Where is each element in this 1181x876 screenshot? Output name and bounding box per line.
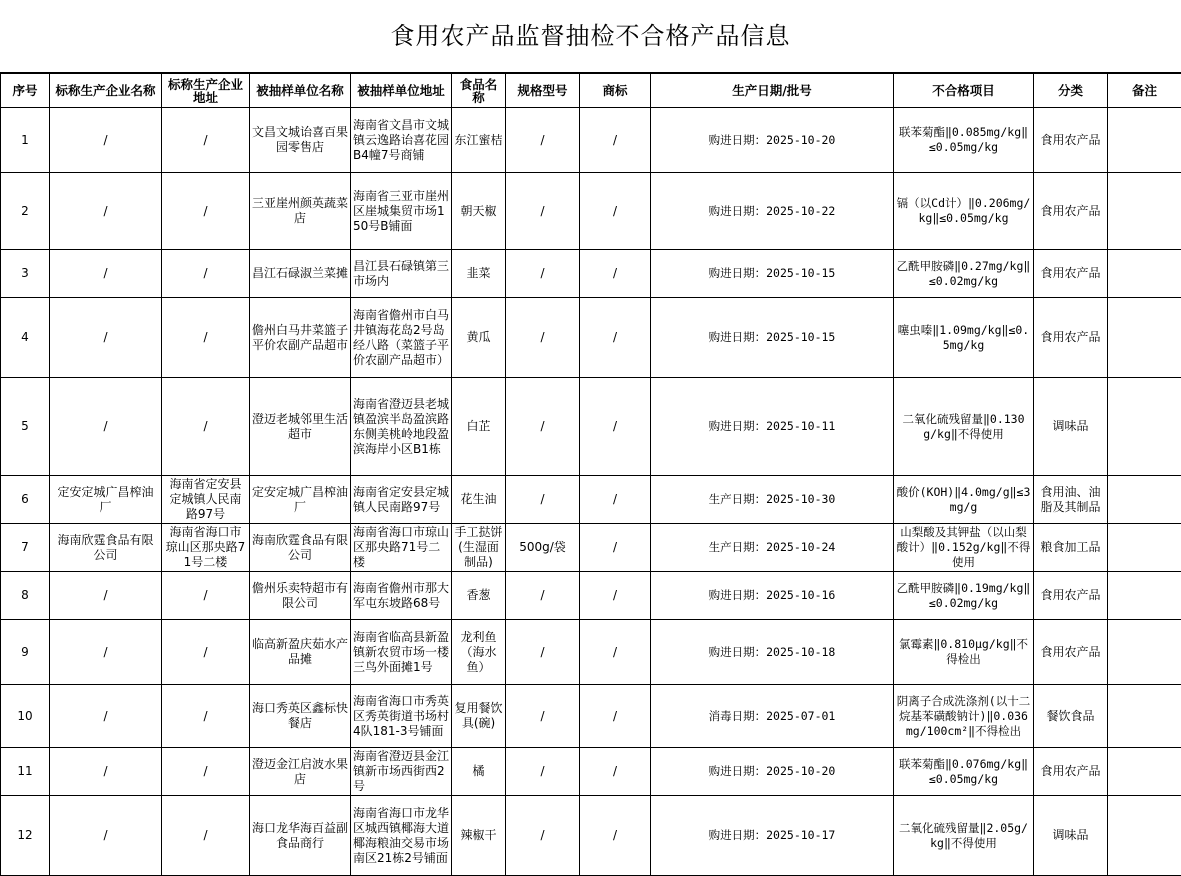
- cell-spec: 500g/袋: [506, 524, 580, 572]
- cell-failed-item: 二氧化硫残留量‖2.05g/kg‖不得使用: [894, 796, 1034, 876]
- page-title: 食用农产品监督抽检不合格产品信息: [0, 0, 1181, 73]
- cell-brand: /: [580, 378, 651, 476]
- cell-food-name: 黄瓜: [452, 298, 506, 378]
- table-row: [1, 796, 1181, 876]
- cell-date-batch: 购进日期：2025-10-20: [651, 108, 894, 173]
- cell-failed-item: 乙酰甲胺磷‖0.27mg/kg‖≤0.02mg/kg: [894, 250, 1034, 298]
- table-row: [1, 748, 1181, 796]
- cell-remark: [1108, 796, 1181, 876]
- table-row: [1, 250, 1181, 298]
- cell-remark: [1108, 173, 1181, 250]
- cell-remark: [1108, 620, 1181, 685]
- cell-date-batch: 生产日期：2025-10-30: [651, 476, 894, 524]
- cell-food-name: 龙利鱼（海水鱼）: [452, 620, 506, 685]
- cell-failed-item: 氯霉素‖0.810μg/kg‖不得检出: [894, 620, 1034, 685]
- table-row: [1, 378, 1181, 476]
- cell-food-name: 香葱: [452, 572, 506, 620]
- cell-failed-item: 山梨酸及其钾盐（以山梨酸计）‖0.152g/kg‖不得使用: [894, 524, 1034, 572]
- cell-failed-item: 镉（以Cd计）‖0.206mg/kg‖≤0.05mg/kg: [894, 173, 1034, 250]
- cell-spec: /: [506, 250, 580, 298]
- cell-manufacturer: /: [50, 572, 162, 620]
- cell-category: 食用农产品: [1034, 108, 1108, 173]
- header-cell-food-name: 食品名称: [452, 74, 506, 108]
- cell-sampled-unit: 儋州白马井菜篮子平价农副产品超市: [250, 298, 351, 378]
- unqualified-products-table: [0, 73, 1181, 876]
- cell-failed-item: 联苯菊酯‖0.076mg/kg‖≤0.05mg/kg: [894, 748, 1034, 796]
- header-cell-category: 分类: [1034, 74, 1108, 108]
- cell-manufacturer-address: /: [162, 298, 250, 378]
- cell-sampled-unit: 儋州乐卖特超市有限公司: [250, 572, 351, 620]
- header-cell-spec: 规格型号: [506, 74, 580, 108]
- header-cell-sampled-unit: 被抽样单位名称: [250, 74, 351, 108]
- cell-manufacturer-address: /: [162, 572, 250, 620]
- cell-category: 食用农产品: [1034, 572, 1108, 620]
- cell-brand: /: [580, 298, 651, 378]
- cell-food-name: 韭菜: [452, 250, 506, 298]
- cell-spec: /: [506, 572, 580, 620]
- cell-date-batch: 购进日期：2025-10-18: [651, 620, 894, 685]
- cell-brand: /: [580, 250, 651, 298]
- cell-manufacturer: /: [50, 378, 162, 476]
- cell-category: 餐饮食品: [1034, 685, 1108, 748]
- cell-sampled-unit-address: 海南省文昌市文城镇云逸路诒喜花园B4幢7号商铺: [351, 108, 452, 173]
- cell-manufacturer-address: /: [162, 108, 250, 173]
- cell-brand: /: [580, 476, 651, 524]
- header-cell-sampled-unit-address: 被抽样单位地址: [351, 74, 452, 108]
- cell-manufacturer-address: /: [162, 250, 250, 298]
- cell-spec: /: [506, 685, 580, 748]
- table-row: [1, 685, 1181, 748]
- cell-sampled-unit: 澄迈老城邻里生活超市: [250, 378, 351, 476]
- cell-no: 12: [1, 796, 50, 876]
- cell-manufacturer: /: [50, 796, 162, 876]
- cell-brand: /: [580, 685, 651, 748]
- cell-sampled-unit: 临高新盈庆茹水产品摊: [250, 620, 351, 685]
- cell-category: 食用油、油脂及其制品: [1034, 476, 1108, 524]
- cell-date-batch: 消毒日期：2025-07-01: [651, 685, 894, 748]
- cell-failed-item: 酸价(KOH)‖4.0mg/g‖≤3mg/g: [894, 476, 1034, 524]
- cell-manufacturer-address: /: [162, 748, 250, 796]
- cell-brand: /: [580, 108, 651, 173]
- cell-manufacturer: /: [50, 748, 162, 796]
- cell-spec: /: [506, 620, 580, 685]
- cell-manufacturer-address: /: [162, 173, 250, 250]
- cell-food-name: 东江蜜桔: [452, 108, 506, 173]
- cell-food-name: 手工挞饼(生湿面制品): [452, 524, 506, 572]
- cell-category: 食用农产品: [1034, 748, 1108, 796]
- cell-date-batch: 购进日期：2025-10-22: [651, 173, 894, 250]
- cell-sampled-unit: 海口秀英区鑫标快餐店: [250, 685, 351, 748]
- cell-food-name: 花生油: [452, 476, 506, 524]
- cell-failed-item: 二氧化硫残留量‖0.130g/kg‖不得使用: [894, 378, 1034, 476]
- header-cell-remark: 备注: [1108, 74, 1181, 108]
- cell-manufacturer-address: 海南省定安县定城镇人民南路97号: [162, 476, 250, 524]
- cell-date-batch: 购进日期：2025-10-15: [651, 298, 894, 378]
- cell-sampled-unit-address: 海南省定安县定城镇人民南路97号: [351, 476, 452, 524]
- cell-no: 2: [1, 173, 50, 250]
- cell-manufacturer-address: /: [162, 685, 250, 748]
- header-cell-date-batch: 生产日期/批号: [651, 74, 894, 108]
- cell-no: 8: [1, 572, 50, 620]
- cell-manufacturer: /: [50, 685, 162, 748]
- cell-category: 粮食加工品: [1034, 524, 1108, 572]
- table-row: [1, 173, 1181, 250]
- cell-category: 食用农产品: [1034, 298, 1108, 378]
- table-row: [1, 620, 1181, 685]
- cell-brand: /: [580, 796, 651, 876]
- cell-spec: /: [506, 796, 580, 876]
- cell-date-batch: 购进日期：2025-10-17: [651, 796, 894, 876]
- cell-brand: /: [580, 748, 651, 796]
- cell-sampled-unit-address: 海南省澄迈县老城镇盈滨半岛盈滨路东侧美桃岭地段盈滨海岸小区B1栋: [351, 378, 452, 476]
- header-cell-manufacturer: 标称生产企业名称: [50, 74, 162, 108]
- cell-sampled-unit-address: 海南省海口市龙华区城西镇椰海大道椰海粮油交易市场南区21栋2号铺面: [351, 796, 452, 876]
- table-row: [1, 108, 1181, 173]
- table-row: [1, 524, 1181, 572]
- cell-remark: [1108, 108, 1181, 173]
- cell-sampled-unit-address: 海南省海口市琼山区那央路71号二楼: [351, 524, 452, 572]
- cell-date-batch: 购进日期：2025-10-11: [651, 378, 894, 476]
- cell-category: 调味品: [1034, 378, 1108, 476]
- cell-spec: /: [506, 476, 580, 524]
- cell-sampled-unit: 三亚崖州颜英蔬菜店: [250, 173, 351, 250]
- cell-remark: [1108, 685, 1181, 748]
- cell-spec: /: [506, 108, 580, 173]
- header-cell-failed-item: 不合格项目: [894, 74, 1034, 108]
- cell-sampled-unit-address: 海南省海口市秀英区秀英街道书场村4队181-3号铺面: [351, 685, 452, 748]
- cell-brand: /: [580, 620, 651, 685]
- cell-sampled-unit: 定安定城广昌榨油厂: [250, 476, 351, 524]
- cell-manufacturer: /: [50, 173, 162, 250]
- cell-sampled-unit-address: 海南省澄迈县金江镇新市场西街西2号: [351, 748, 452, 796]
- cell-remark: [1108, 476, 1181, 524]
- cell-spec: /: [506, 378, 580, 476]
- cell-manufacturer: /: [50, 620, 162, 685]
- cell-no: 11: [1, 748, 50, 796]
- cell-category: 食用农产品: [1034, 173, 1108, 250]
- cell-sampled-unit: 昌江石碌淑兰菜摊: [250, 250, 351, 298]
- cell-failed-item: 阴离子合成洗涤剂(以十二烷基苯磺酸钠计)‖0.036mg/100cm²‖不得检出: [894, 685, 1034, 748]
- cell-manufacturer-address: /: [162, 620, 250, 685]
- cell-food-name: 橘: [452, 748, 506, 796]
- cell-remark: [1108, 250, 1181, 298]
- cell-failed-item: 噻虫嗪‖1.09mg/kg‖≤0.5mg/kg: [894, 298, 1034, 378]
- cell-sampled-unit: 文昌文城诒喜百果园零售店: [250, 108, 351, 173]
- cell-no: 10: [1, 685, 50, 748]
- cell-date-batch: 生产日期：2025-10-24: [651, 524, 894, 572]
- cell-brand: /: [580, 524, 651, 572]
- cell-food-name: 朝天椒: [452, 173, 506, 250]
- cell-manufacturer: 海南欣霆食品有限公司: [50, 524, 162, 572]
- cell-category: 食用农产品: [1034, 250, 1108, 298]
- cell-manufacturer-address: /: [162, 796, 250, 876]
- cell-failed-item: 乙酰甲胺磷‖0.19mg/kg‖≤0.02mg/kg: [894, 572, 1034, 620]
- header-cell-manufacturer-address: 标称生产企业地址: [162, 74, 250, 108]
- cell-no: 9: [1, 620, 50, 685]
- cell-date-batch: 购进日期：2025-10-15: [651, 250, 894, 298]
- cell-manufacturer: /: [50, 108, 162, 173]
- cell-food-name: 辣椒干: [452, 796, 506, 876]
- cell-remark: [1108, 524, 1181, 572]
- cell-date-batch: 购进日期：2025-10-20: [651, 748, 894, 796]
- cell-remark: [1108, 572, 1181, 620]
- cell-category: 食用农产品: [1034, 620, 1108, 685]
- cell-manufacturer: /: [50, 250, 162, 298]
- cell-sampled-unit-address: 海南省儋州市白马井镇海花岛2号岛经八路（菜篮子平价农副产品超市）: [351, 298, 452, 378]
- cell-manufacturer: 定安定城广昌榨油厂: [50, 476, 162, 524]
- table-row: [1, 476, 1181, 524]
- cell-manufacturer-address: 海南省海口市琼山区那央路71号二楼: [162, 524, 250, 572]
- cell-sampled-unit: 海口龙华海百益副食品商行: [250, 796, 351, 876]
- cell-spec: /: [506, 173, 580, 250]
- cell-no: 3: [1, 250, 50, 298]
- header-cell-no: 序号: [1, 74, 50, 108]
- cell-sampled-unit-address: 海南省三亚市崖州区崖城集贸市场150号B铺面: [351, 173, 452, 250]
- cell-food-name: 白芷: [452, 378, 506, 476]
- cell-remark: [1108, 748, 1181, 796]
- cell-food-name: 复用餐饮具(碗): [452, 685, 506, 748]
- cell-manufacturer-address: /: [162, 378, 250, 476]
- cell-no: 6: [1, 476, 50, 524]
- cell-remark: [1108, 378, 1181, 476]
- cell-no: 1: [1, 108, 50, 173]
- cell-no: 4: [1, 298, 50, 378]
- cell-manufacturer: /: [50, 298, 162, 378]
- cell-no: 7: [1, 524, 50, 572]
- header-cell-brand: 商标: [580, 74, 651, 108]
- cell-spec: /: [506, 298, 580, 378]
- cell-sampled-unit-address: 海南省儋州市那大军屯东坡路68号: [351, 572, 452, 620]
- cell-spec: /: [506, 748, 580, 796]
- cell-sampled-unit: 澄迈金江启波水果店: [250, 748, 351, 796]
- cell-date-batch: 购进日期：2025-10-16: [651, 572, 894, 620]
- header-row: [1, 74, 1181, 108]
- cell-sampled-unit-address: 昌江县石碌镇第三市场内: [351, 250, 452, 298]
- cell-brand: /: [580, 572, 651, 620]
- cell-category: 调味品: [1034, 796, 1108, 876]
- cell-failed-item: 联苯菊酯‖0.085mg/kg‖≤0.05mg/kg: [894, 108, 1034, 173]
- table-row: [1, 298, 1181, 378]
- cell-no: 5: [1, 378, 50, 476]
- cell-remark: [1108, 298, 1181, 378]
- cell-brand: /: [580, 173, 651, 250]
- table-row: [1, 572, 1181, 620]
- cell-sampled-unit-address: 海南省临高县新盈镇新农贸市场一楼三鸟外面摊1号: [351, 620, 452, 685]
- cell-sampled-unit: 海南欣霆食品有限公司: [250, 524, 351, 572]
